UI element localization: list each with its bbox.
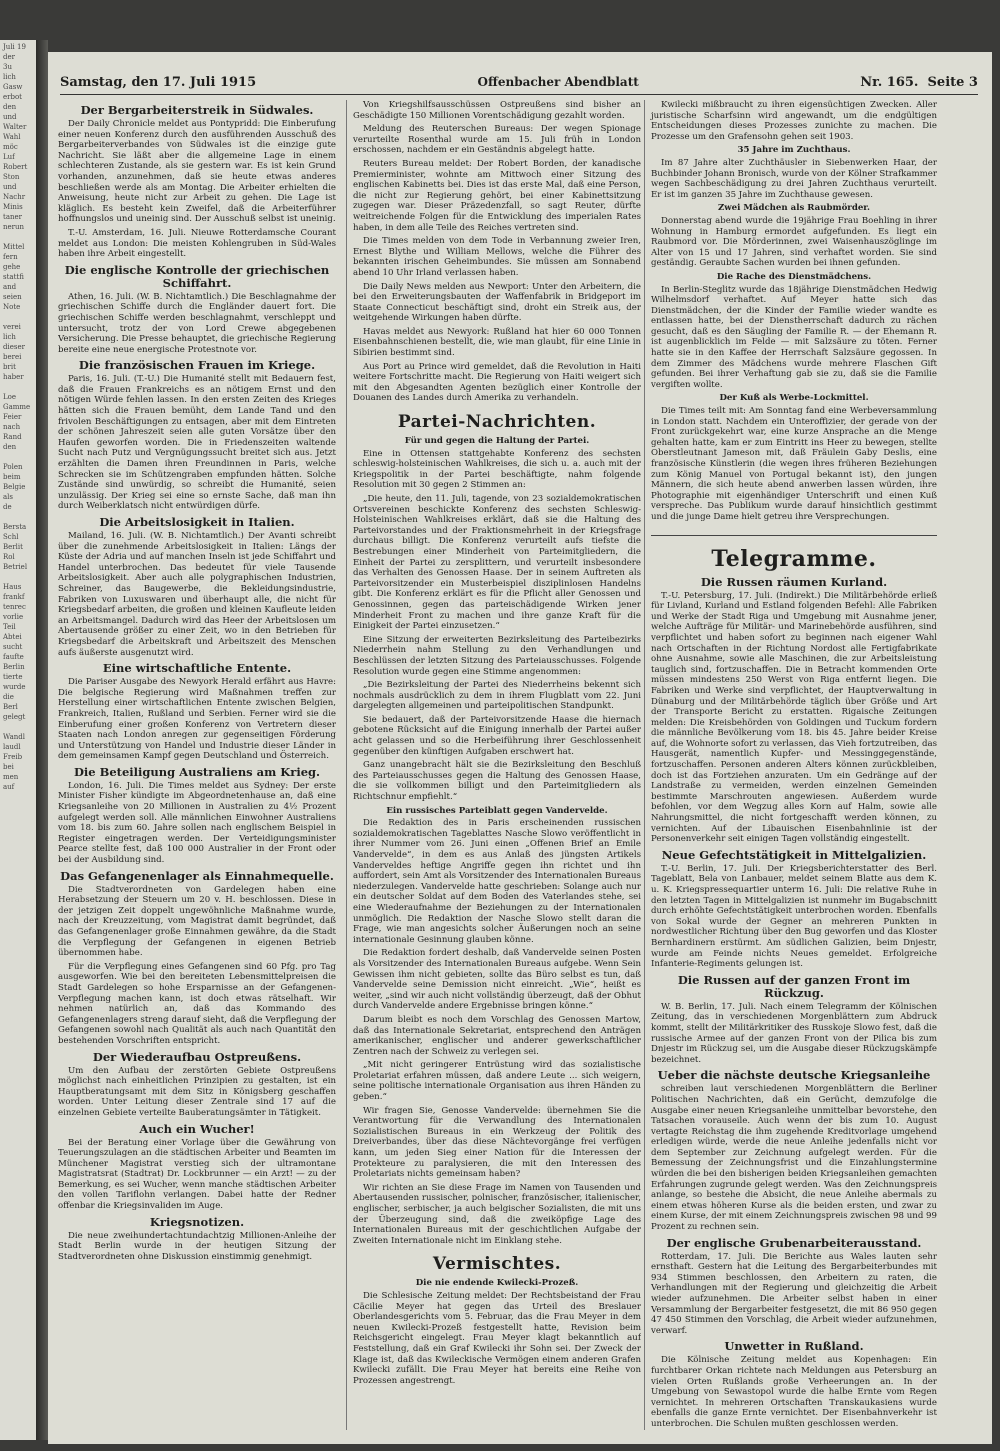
page-header (60, 70, 978, 95)
article-paragraph: Um den Aufbau der zerstörten Gebiete Ostpreußens möglichst nach einheitlichen Prinzipien zu gestalten, ist ein Hauptberatungsamt mit dem Sitz in Königsberg geschaffen worden. Unter Leitung dieser Zentrale sind 17 auf die einzelnen Gebiete verteilte Bauberatungsämter in Tätigkeit. (58, 1065, 336, 1118)
article-paragraph: Rotterdam, 17. Juli. Die Berichte aus Wales lauten sehr ernsthaft. Gestern hat die Leitung des Bergarbeiterbundes mit 934 Stimmen beschlossen, den Arbeitern zu raten, die Verhandlungen mit der Regierung und gleichzeitig die Arbeit wieder aufzunehmen. Die Arbeiter selbst haben in einer Versammlung der Bergarbeiter festgesetzt, die mit 86 950 gegen 47 450 Stimmen den Vorschlag, die Arbeit wieder aufzunehmen, verwarf. (651, 1251, 937, 1336)
article-paragraph: Die Pariser Ausgabe des Newyork Herald erfährt aus Havre: Die belgische Regierung wird Maßnahmen treffen zur Herstellung einer wirtschaftlichen Entente zwischen Belgien, Frankreich, Italien, Rußland und Serbien. Ferner wird sie die Einberufung einer großen Konferenz von Vertretern dieser Staaten nach London anregen zur gegenseitigen Förderung und Unterstützung von Handel und Industrie dieser Länder in dem gemeinsamen Kampf gegen Deutschland und Österreich. (58, 677, 336, 762)
article-headline: Auch ein Wucher! (139, 1121, 255, 1136)
article-headline: Die Rache des Dienstmädchens. (716, 271, 872, 282)
article (651, 145, 937, 200)
article-paragraph: Kwilecki mißbraucht zu ihren eigensüchtigen Zwecken. Aller juristische Scharfsinn wird angewandt, um die endgültigen Entscheidungen dieses Prozesses zunichte zu machen. Die Prozesse um den Grafensohn gehen seit 1903. (651, 100, 937, 142)
header-date: Samstag, den 17. Juli 1915 (60, 74, 257, 90)
article-paragraph: Aus Port au Prince wird gemeldet, daß die Revolution in Haiti weitere Fortschritte macht. Die Regierung von Haiti weigert sich mit den Abgesandten Agenten bezüglich einer Kontrolle der Douanen des Landes durch Amerika zu verhandeln. (353, 361, 641, 404)
article (58, 1051, 336, 1119)
article-headline: Eine wirtschaftliche Entente. (102, 661, 292, 676)
article (58, 870, 336, 1047)
article (353, 1254, 641, 1274)
article-paragraph: Donnerstag abend wurde die 19jährige Frau Boehling in ihrer Wohnung in Hamburg ermordet aufgefunden. Es liegt ein Raubmord vor. Die Mörderinnen, zwei Waisenhauszöglinge im Alter von 15 und 17 Jahren, sind verhaftet worden. Sie sind geständig. Geraubte Sachen wurden bei ihnen gefunden. (651, 215, 937, 269)
article-paragraph: Mailand, 16. Juli. (W. B. Nichtamtlich.) Der Avanti schreibt über die zunehmende Arbeitslosigkeit in Italien: Längs der Küste der Adria und auf manchen Inseln ist jede Schiffahrt und Handel unterbrochen. Das bedeutet für viele Tausende Arbeitslosigkeit. Aber auch alle polygraphischen Industrien, Schreiner, das Baugewerbe, die Bekleidungsindustrie, Fabriken von Luxuswaren und überhaupt alle, die nicht für Kriegsbedarf arbeiten, die großen und kleinen Kaufleute leiden an Arbeitsmangel. Dadurch wird das Heer der Arbeitslosen um Abertausende größer zu einer Zeit, wo in den Betrieben für Kriegsbedarf die Arbeitskraft und Arbeitszeit des Menschen aufs äußerste ausgenutzt wird. (58, 531, 336, 658)
article-headline: Die nie endende Kwilecki-Prozeß. (415, 1278, 579, 1289)
article-paragraph: Eine Sitzung der erweiterten Bezirksleitung des Parteibezirks Niederrhein nahm Stellung zu den Verhandlungen und Beschlüssen der letzten Sitzung des Parteiausschusses. Folgende Resolution wurde gegen eine Stimme angenommen: (353, 634, 641, 677)
article-headline: Der Wiederaufbau Ostpreußens. (92, 1049, 302, 1064)
article-paragraph: Für die Verpflegung eines Gefangenen sind 60 Pfg. pro Tag ausgeworfen. Wie bei den bereiteten Lebensmittelpreisen die Stadt Gardelegen so hohe Ersparnisse an der Gefangenen-Verpflegung machen kann, ist doch etwas rätselhaft. Wir nehmen natürlich an, daß das Kommando des Gefangenenlagers streng darauf sieht, daß die Verpflegung der Gefangenen sowohl nach Qualität als auch nach Quantität den bestehenden Vorschriften entspricht. (58, 961, 336, 1046)
article-paragraph: Die Times teilt mit: Am Sonntag fand eine Werbeversammlung in London statt. Nachdem ein Unteroffizier, der gerade von der Front zurückgekehrt war, eine kurze Ansprache an die Menge gehalten hatte, kam er zum Eintritt ins Heer zu bewegen, stellte Oberstleutnant Jameson mit, daß Fräulein Gaby Deslis, eine französische Künstlerin (die wegen ihres früheren Beziehungen zum König Manuel von Portugal bekannt ist), den jungen Männern, die sich heute abend anwerben lassen würden, ihre Photographie mit eigenhändiger Unterschrift und einen Kuß verspreche. Das Publikum wurde darauf hinsichtlich gestimmt und die junge Dame hielt getreu ihre Versprechungen. (651, 406, 937, 522)
article (353, 806, 641, 1247)
article (651, 272, 937, 391)
article (58, 104, 336, 260)
article-headline: Unwetter in Rußland. (724, 1339, 864, 1354)
article (651, 100, 937, 142)
article-headline: Das Gefangenenlager als Einnahmequelle. (60, 868, 334, 883)
article-headline: Ein russisches Parteiblatt gegen Vandervelde. (386, 805, 608, 816)
article-paragraph: Athen, 16. Juli. (W. B. Nichtamtlich.) Die Beschlagnahme der griechischen Schiffe durch die Engländer dauert fort. Die griechischen Schiffe werden beschlagnahmt, verschleppt und untersucht, trotz der von Lord Crewe abgegebenen Versicherung. Die Presse behauptet, die griechische Regierung bereite eine neue energische Protestnote vor. (58, 291, 336, 355)
article-paragraph: Sie bedauert, daß der Parteivorsitzende Haase die hiernach gebotene Rücksicht auf die Einigung innerhalb der Partei außer acht gelassen und so die Herbeiführung ihrer Geschlossenheit gegenüber den künftigen Aufgaben erschwert hat. (353, 714, 641, 757)
article-paragraph: „Mit nicht geringerer Entrüstung wird das sozialistische Proletariat erfahren müssen, daß andere Leute ... sich weigern, seine politische internationale Organisation aus ihren Händen zu geben.“ (353, 1060, 641, 1103)
column-1 (58, 100, 336, 1430)
article-paragraph: Meldung des Reuterschen Bureaus: Der wegen Spionage verurteilte Rosenthal wurde am 15. Juli früh in London erschossen, nachdem er ein Geständnis abgelegt hatte. (353, 124, 641, 156)
article (651, 1340, 937, 1429)
article-headline: Die französischen Frauen im Kriege. (78, 358, 316, 373)
article (58, 766, 336, 866)
article (58, 662, 336, 762)
article-headline: Die Arbeitslosigkeit in Italien. (99, 515, 295, 529)
section-heading: Vermischtes. (432, 1254, 562, 1275)
article (651, 1237, 937, 1337)
header-paper-name: Offenbacher Abendblatt (477, 75, 639, 89)
article (651, 535, 937, 572)
header-page: Seite 3 (927, 74, 978, 90)
article-paragraph: London, 16. Juli. Die Times meldet aus Sydney: Der erste Minister Fisher kündigte im Abgeordnetenhause an, daß eine Kriegsanleihe von 20 Millionen in Australien zu 4½ Prozent aufgelegt werden soll. Alle männlichen Einwohner Australiens vom 18. bis zum 60. Jahre sollen nach englischem Beispiel in Register eingetragen werden. Der Verteidigungsminister Pearce stellte fest, daß 100 000 Australier in der Front oder bei der Ausbildung sind. (58, 780, 336, 866)
article-paragraph: Die Redaktion fordert deshalb, daß Vandervelde seinen Posten als Vorsitzender des Internationalen Bureaus aufgebe. Wenn Sein Gewissen ihm nicht gebieten, sollte das Büro selbst es tun, daß Vandervelde seine Demission nicht einreicht. „Wie“, heißt es weiter, „sind wir auch nicht vollständig überzeugt, daß der Obhut durch Vandervelde andere Ergebnisse bringen könne.“ (353, 948, 641, 1012)
article-paragraph: Wir fragen Sie, Genosse Vandervelde: übernehmen Sie die Verantwortung für die Verwandlung des Internationalen Sozialistischen Bureaus in ein Werkzeug der Politik des Dreiverbandes, über das diese Nächtevorgänge frei verfügen kann, um jeden Sieg einer Nation für die Interessen der Protekteure zu paralysieren, die mit den Interessen des Proletariats nichts gemeinsam haben? (353, 1105, 641, 1180)
article-paragraph: Die Stadtverordneten von Gardelegen haben eine Herabsetzung der Steuern um 20 v. H. beschlossen. Diese in der jetzigen Zeit doppelt ungewöhnliche Maßnahme wurde, nach der Kreuzzeitung, vom Magistrat damit begründet, daß das Gefangenenlager große Einnahmen gewähre, da die Stadt die Verpflegung der Gefangenen in eigenen Betrieb übernommen habe. (58, 884, 336, 959)
article-headline: Die englische Kontrolle der griechischen Schiffahrt. (64, 262, 330, 290)
article-paragraph: W. B. Berlin, 17. Juli. Nach einem Telegramm der Kölnischen Zeitung, das in verschiedenen Morgenblättern zum Abdruck kommt, stellt der Militärkritiker des Russkoje Slowo fest, daß die russische Armee auf der ganzen Front von der Pilica bis zum Dnjestr im Rückzug sei, um die Ausgabe dieser Rückzugskämpfe bezeichnet. (651, 1001, 937, 1065)
article-headline: 35 Jahre im Zuchthaus. (737, 145, 851, 156)
section-heading: Partei-Nachrichten. (397, 412, 597, 433)
article-headline: Der Bergarbeiterstreik in Südwales. (80, 103, 314, 117)
book-binding (36, 40, 48, 1440)
article-headline: Ueber die nächste deutsche Kriegsanleihe (657, 1068, 931, 1083)
article-paragraph: Eine in Ottensen stattgehabte Konferenz des sechsten schleswig-holsteinischen Wahlkreises, die sich u. a. auch mit der Kriegspolitik in der Partei beschäftigte, nahm folgende Resolution mit 30 gegen 2 Stimmen an: (353, 448, 641, 491)
article-paragraph: „Die Bezirksleitung der Partei des Niederrheins bekennt sich nochmals ausdrücklich zu dem in ihrem Flugblatt vom 22. Juni dargelegten allgemeinen und parteipolitischen Standpunkt. (353, 680, 641, 712)
article (58, 1123, 336, 1212)
article (58, 264, 336, 356)
article-paragraph: T.-U. Amsterdam, 16. Juli. Nieuwe Rotterdamsche Courant meldet aus London: Die meisten Kohlengruben in Süd-Wales haben ihre Arbeit eingestellt. (58, 227, 336, 260)
article-headline: Die Beteiligung Australiens am Krieg. (73, 764, 321, 779)
article-paragraph: T.-U. Berlin, 17. Juli. Der Kriegsberichterstatter des Berl. Tageblatt, Bela von Lanbauer, meldet seinem Blatte aus dem K. u. K. Kriegspressequartier unterm 16. Juli: Die relative Ruhe in den letzten Tagen in Mittelgalizien ist nunmehr im Bugabschnitt durch erhöhte Gefechtstätigkeit unterbrochen worden. Ebenfalls von Sokal wurde der Gegner an mehreren Punkten in nordwestlicher Richtung über den Bug geworfen und das Kloster Bernhardinern erstürmt. Am südlichen Galizien, beim Dnjestr, wurde am Feinde nichts Neues gemeldet. Erfolgreiche Infanterie-Regiments gelungen ist. (651, 863, 937, 970)
article-headline: Neue Gefechtstätigkeit in Mittelgalizien. (661, 847, 927, 862)
header-issue: Nr. 165. (860, 74, 919, 90)
column-3 (644, 100, 937, 1430)
article-paragraph: Wir richten an Sie diese Frage im Namen von Tausenden und Abertausenden russischer, polnischer, französischer, italienischer, englischer, serbischer, ja auch belgischer Sozialisten, die mit uns der Überzeugung sind, daß die zweiköpfige Lage des Internationalen Bureaus mit der geschichtlichen Aufgabe der Zweiten Internationale nicht im Einklang stehe. (353, 1182, 641, 1246)
newspaper-page (48, 52, 992, 1444)
article-paragraph: Die Redaktion des in Paris erscheinenden russischen sozialdemokratischen Tageblattes Nasche Slowo veröffentlicht in ihrer Nummer vom 26. Juni einen „Offenen Brief an Emile Vandervelde“, in dem es aus Anlaß des jüngsten Artikels Vanderveldes heftige Angriffe gegen ihn richtet und ihn auffordert, sein Amt als Vorsitzender des Internationalen Bureaus niederzulegen. Vandervelde hatte geschrieben: Solange auch nur ein deutscher Soldat auf dem Boden des Vaterlandes stehe, sei eine Wiederaufnahme der Beziehungen zu der Internationalen unmöglich. Die Redaktion der Nasche Slowo stellt daran die Frage, wie man angesichts solcher Äußerungen noch an seine internationale Gesinnung glauben könne. (353, 818, 641, 945)
article (651, 974, 937, 1066)
article-paragraph: Darum bleibt es noch dem Vorschlag des Genossen Martow, daß das Internationale Sekretariat, entsprechend den Anträgen amerikanischer, englischer und anderer gewerkschaftlicher Zentren nach der Schweiz zu verlegen sei. (353, 1014, 641, 1057)
adjacent-page-text: Juli 19 der 3u lich Gasw erbot den und Walter Wahl möc Luf Robert Ston und Nachr Minis taner nerun Mittel fern gehe stattfi and seien Note verei lich dieser berei brit haber Loe Gamme Feier nach Rand den Polen beim Belgie als de Bersta Schl Berlit Rol Betriel Haus frankf tenrec vorlie Teil Abtei sucht faufte Berlin tierte wurde die Berl gelegt Wandl laudl Freib bei men auf (3, 43, 31, 791)
article (353, 412, 641, 432)
article-headline: Der Kuß als Werbe-Lockmittel. (719, 393, 869, 404)
article-paragraph: In Berlin-Steglitz wurde das 18jährige Dienstmädchen Hedwig Wilhelmsdorf verhaftet. Auf Meyer hatte sich das Dienstmädchen, der die Kinder der Familie wieder wandte es entlassen hatte, bei der Dienstherrschaft dadurch zu rächen gesucht, daß es den Säugling der Familie R. — der Ehemann R. ist augenblicklich im Felde — mit Salzsäure zu töten. Ferner hatte sie in den Kaffee der Herrschaft Salzsäure gegossen. In dem Zimmer des Mädchens wurde mehrere Flaschen Gift gefunden. Bei ihrer Verhaftung gab sie zu, daß sie die Familie vergiften wollte. (651, 284, 937, 390)
article (353, 1278, 641, 1386)
article-paragraph: Im 87 Jahre alter Zuchthäusler in Siebenwerken Haar, der Buchbinder Johann Bronisch, wurde von der Kölner Strafkammer wegen Sachbeschädigung zu drei Jahren Zuchthaus verurteilt. Er ist im ganzen 35 Jahre im Zuchthause gewesen. (651, 157, 937, 200)
article-headline: Die Russen auf der ganzen Front im Rückzug. (677, 972, 911, 1000)
article-paragraph: Die Kölnische Zeitung meldet aus Kopenhagen: Ein furchtbarer Orkan richtete nach Meldungen aus Petersburg an vielen Orten Rußlands große Verheerungen an. In der Umgebung von Sewastopol wurde die halbe Ernte vom Regen vernichtet. In mehreren Ortschaften Transkaukasiens wurde ebenfalls die ganze Ernte vernichtet. Der Eisenbahnverkehr ist unterbrochen. Die Schulen mußten geschlossen werden. (651, 1355, 937, 1429)
article-paragraph: Reuters Bureau meldet: Der Robert Borden, der kanadische Premierminister, wohnte am Mittwoch einer Sitzung des englischen Kabinetts bei. Dies ist das erste Mal, daß eine Person, die nicht zur Regierung gehört, bei einer Kabinettsitzung zugegen war. Dieser Präzedenzfall, so sagt Reuter, dürfte weitreichende Folgen für die Entwicklung des imperialen Rates haben, in dem alle Teile des Reiches vertreten sind. (353, 158, 641, 233)
article-paragraph: Der Daily Chronicle meldet aus Pontypridd: Die Einberufung einer neuen Konferenz durch den ausführenden Ausschuß des Bergarbeiterverbandes von Südwales ist die einzige gute Nachricht. Sie läßt aber die allgemeine Lage in einem schlechteren Zustande, als sie gestern war. Es ist kein Grund vorhanden, anzunehmen, daß sie heute etwas anderes beschließen werde als am Montag. Die Arbeiter erhielten die Anweisung, heute nicht zur Arbeit zu gehen. Die Lage ist kläglich. Es besteht kein Zweifel, daß die Arbeiterführer hoffnungslos und uneinig sind. Der Ausschuß selbst ist uneinig. (58, 119, 336, 225)
article-paragraph: Havas meldet aus Newyork: Rußland hat hier 60 000 Tonnen Eisenbahnschienen bestellt, die, wie man glaubt, für eine Linie in Sibirien bestimmt sind. (353, 326, 641, 359)
article (651, 1069, 937, 1232)
article-paragraph: Ganz unangebracht hält sie die Bezirksleitung den Beschluß des Parteiausschusses gegen die Haltung des Genossen Haase, die sie vollkommen billigt und den Parteimitgliedern als Richtschnur empfiehlt.“ (353, 760, 641, 803)
article (651, 393, 937, 522)
article-headline: Die Russen räumen Kurland. (700, 574, 888, 589)
article-paragraph: Bei der Beratung einer Vorlage über die Gewährung von Teuerungszulagen an die städtischen Arbeiter und Beamten im Münchener Magistrat verstieg sich der ultramontane Magistratsrat (Stadtrat) Dr. Lockbrunner — ein Arzt! — zu der Bemerkung, es sei Wucher, wenn manche städtischen Arbeiter den vollen Tariflohn verlangen. Dabei hatte der Redner offenbar die Kriegsinvaliden im Auge. (58, 1137, 336, 1212)
article-paragraph: schreiben laut verschiedenen Morgenblättern die Berliner Politischen Nachrichten, daß ein Gerücht, demzufolge die Ausgabe einer neuen Kriegsanleihe unmittelbar bevorstehe, den Tatsachen vorauseile. Auch wenn der bis zum 10. August vertagte Reichstag die ihm zugehende Kreditvorlage umgehend erledigen würde, werde die neue Anleihe jedenfalls nicht vor dem September zur Zeichnung aufgelegt werden. Für die Bemessung der Zeichnungsfrist und die Einzahlungstermine würden die bei den bisherigen beiden Kriegsanleihen gemachten Erfahrungen zugrunde gelegt werden. Was den Zeichnungspreis anlange, so bestehe die Absicht, die neue Anleihe abermals zu einem etwas höheren Kurse als die beiden ersten, und zwar zu einem Kurse, der mit einem Zeichnungspreis zwischen 98 und 99 Prozent zu rechnen sein. (651, 1084, 937, 1233)
article (353, 436, 641, 803)
article-paragraph: Die neue zweihundertachtundachtzig Millionen-Anleihe der Stadt Berlin wurde in der heutigen Sitzung der Stadtverordneten ohne Diskussion einstimmig genehmigt. (58, 1230, 336, 1262)
article (651, 849, 937, 970)
article-paragraph: Die Times melden von dem Tode in Verbannung zweier Iren, Ernest Blythe und William Mellows, welche die Führer des bekannten irischen Geheimbundes. Sie müssen am Sonnabend abend 10 Uhr Irland verlassen haben. (353, 236, 641, 278)
column-2 (346, 100, 641, 1430)
article-paragraph: Von Kriegshilfsausschüssen Ostpreußens sind bisher an Geschädigte 150 Millionen Vorentschädigung gezahlt worden. (353, 100, 641, 121)
article-paragraph: Die Schlesische Zeitung meldet: Der Rechtsbeistand der Frau Cäcilie Meyer hat gegen das Urteil des Breslauer Oberlandesgerichts vom 5. Februar, das die Frau Meyer in dem neuen Kwilecki-Prozeß festgestellt hatte, Revision beim Reichsgericht eingelegt. Frau Meyer klagt bekanntlich auf Feststellung, daß ein Graf Kwilecki ihr Sohn sei. Der Zweck der Klage ist, daß das Kwileckische Vermögen einem anderen Grafen Kwilecki zufällt. Die Frau Meyer hat bereits eine Reihe von Prozessen angestrengt. (353, 1290, 641, 1386)
article-headline: Für und gegen die Haltung der Partei. (404, 436, 590, 447)
header-issue-page (860, 75, 978, 90)
article-paragraph: „Die heute, den 11. Juli, tagende, von 23 sozialdemokratischen Ortsvereinen beschickte Konferenz des sechsten Schleswig-Holsteinischen Wahlkreises erklärt, daß sie die Haltung des Parteivorstandes und der Fraktionsmehrheit in der Kriegsfrage durchaus billigt. Die Konferenz verurteilt aufs tiefste die Bestrebungen einer Minderheit von Parteimitgliedern, die Einheit der Partei zu zersplittern, und verurteilt insbesondere das Verhalten des Genossen Haase. Der in seinem Auftreten als Parteivorsitzender ein Musterbeispiel disziplinlosen Handelns gibt. Die Konferenz erklärt es für die Pflicht aller Genossen und Genossinnen, gegen das parteischädigende Wirken jener Minderheit Front zu machen und ihre ganze Kraft für die Einigkeit der Partei einzusetzen.“ (353, 494, 641, 632)
article-headline: Zwei Mädchen als Raubmörder. (717, 203, 871, 214)
article (58, 516, 336, 658)
article (58, 1216, 336, 1263)
article (651, 203, 937, 269)
adjacent-page-strip (0, 40, 38, 1440)
article-paragraph: Die Daily News melden aus Newport: Unter den Arbeitern, die bei den Erweiterungsbauten der Waffenfabrik in Bridgeport im Staate Connecticut beschäftigt sind, droht ein Streik aus, der weitgehende Wirkungen haben dürfte. (353, 281, 641, 324)
article-paragraph: T.-U. Petersburg, 17. Juli. (Indirekt.) Die Militärbehörde erließ für Livland, Kurland und Estland folgenden Befehl: Alle Fabriken und Werke der Stadt Riga und Umgebung mit Ausnahme jener, welche Aufträge für Militär- und Marinebehörde ausführen, sind verpflichtet und haben sofort zu beginnen nach eigener Wahl nach Ortschaften in der Richtung Nordost alle Fertigfabrikate ohne Ausnahme, sowie alle Maschinen, die zur Arbeitsleistung tauglich sind, fortzuschaffen. Die in Betracht kommenden Orte müssen mindestens 250 Werst von Riga entfernt liegen. Die Fabriken und Werke sind verpflichtet, der Hauptverwaltung in Dünaburg und der Militärbehörde täglich über Größe und Art der Transporte Bericht zu erstatten. Rigaische Zeitungen melden: Die Kreisbehörden von Goldingen und Tuckum fordern die männliche Bevölkerung vom 18. bis 45. Jahre beider Kreise auf, die Wohnorte sofort zu verlassen, das Vieh fortzutreiben, das Hausgerät, namentlich Kupfer- und Messinggegenstände, fortzuschaffen. Personen anderen Alters können zurückbleiben, doch ist das Fortziehen anzuraten. Um ein Gedränge auf der Landstraße zu vermeiden, werden einzelnen Gemeinden bestimmte Marschrouten angewiesen. Außerdem wurde befohlen, vor dem Wegzug alles Korn auf Halm, sowie alle Nahrungsmittel, die nicht fortgeschafft werden können, zu vernichten. Auf der Libauischen Eisenbahnlinie ist der Personenverkehr seit einigen Tagen vollständig eingestellt. (651, 590, 937, 845)
article (651, 576, 937, 845)
article (58, 359, 336, 512)
article-headline: Kriegsnotizen. (149, 1214, 245, 1229)
article (353, 100, 641, 404)
section-heading: Telegramme. (651, 535, 937, 572)
article-paragraph: Paris, 16. Juli. (T.-U.) Die Humanité stellt mit Bedauern fest, daß die Frauen Frankreichs es an nötigem Ernst und den nötigen Würde fehlen lassen. In den ersten Zeiten des Krieges hätten sich die Frauen bemüht, dem Lande Tand und den frivolen Beschäftigungen zu entsagen, aber mit dem Eintreten der schönen Jahreszeit seien alle guten Vorsätze über den Haufen geworfen worden. Die in Friedenszeiten waltende Sucht nach Putz und Vergnügungssucht breitet sich aus. Jetzt erzählten die Damen ihren Freundinnen in Paris, welche Schrecken sie im Schützengraben empfunden hätten. Solche Zustände sind unwürdig, so schreibt die Humanité, seien unzulässig. Der Krieg sei eine so ernste Sache, daß man ihn durch Weiberklatsch nicht entwürdigen dürfe. (58, 374, 336, 512)
article-headline: Der englische Grubenarbeiterausstand. (666, 1235, 922, 1250)
